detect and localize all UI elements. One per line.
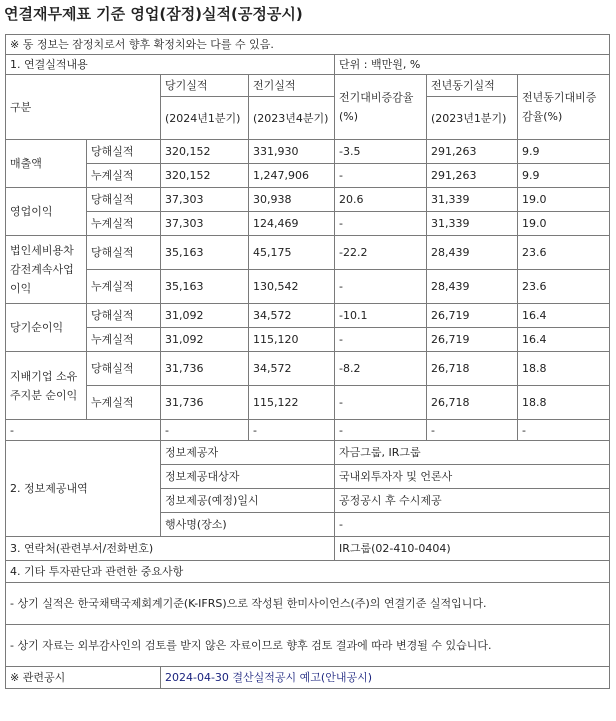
table-row [6, 270, 610, 304]
related-disclosure-link[interactable]: 2024-04-30 결산실적공시 예고(안내공시) [161, 667, 610, 689]
qoq-cell: - [335, 386, 427, 420]
qoq-cell: -3.5 [335, 140, 427, 164]
table-row [6, 212, 610, 236]
yoy-cell: 23.6 [518, 270, 610, 304]
item-label: 법인세비용차감전계속사업이익 [6, 236, 87, 304]
section2-label: 2. 정보제공내역 [6, 441, 161, 537]
type-cell: 누계실적 [87, 270, 161, 304]
last-year-cell: 31,339 [427, 188, 518, 212]
previous-cell: 115,122 [249, 386, 335, 420]
last-year-cell: 28,439 [427, 270, 518, 304]
page-title: 연결재무제표 기준 영업(잠정)실적(공정공시) [4, 5, 303, 23]
item-label: 영업이익 [6, 188, 87, 236]
related-label: ※ 관련공시 [6, 667, 161, 689]
info-row [6, 441, 610, 465]
table-row [6, 386, 610, 420]
header-current: 당기실적 [161, 75, 249, 97]
dash-cell: - [335, 420, 427, 441]
last-year-cell: 26,718 [427, 352, 518, 386]
qoq-cell: 20.6 [335, 188, 427, 212]
current-cell: 35,163 [161, 236, 249, 270]
table-row [6, 328, 610, 352]
previous-cell: 115,120 [249, 328, 335, 352]
yoy-cell: 18.8 [518, 352, 610, 386]
type-cell: 당해실적 [87, 236, 161, 270]
item-label: 당기순이익 [6, 304, 87, 352]
yoy-cell: 9.9 [518, 164, 610, 188]
info-key: 정보제공자 [161, 441, 335, 465]
header-qoq: 전기대비증감율(%) [335, 75, 427, 140]
yoy-cell: 19.0 [518, 212, 610, 236]
type-cell: 당해실적 [87, 304, 161, 328]
previous-cell: 130,542 [249, 270, 335, 304]
header-category: 구분 [6, 75, 161, 140]
dash-cell: - [161, 420, 249, 441]
unit-label: 단위 : 백만원, % [335, 55, 610, 75]
previous-cell: 331,930 [249, 140, 335, 164]
last-year-cell: 26,719 [427, 304, 518, 328]
header-yoy-period-label: 전년동기실적 [427, 75, 518, 97]
note-1: - 상기 실적은 한국채택국제회계기준(K-IFRS)으로 작성된 한미사이언스(주)의 연결기준 실적입니다. [6, 583, 610, 625]
header-current-period: (2024년1분기) [161, 97, 249, 140]
previous-cell: 34,572 [249, 352, 335, 386]
dash-cell: - [518, 420, 610, 441]
qoq-cell: -22.2 [335, 236, 427, 270]
info-value: 국내외투자자 및 언론사 [335, 465, 610, 489]
last-year-cell: 26,718 [427, 386, 518, 420]
header-previous-period: (2023년4분기) [249, 97, 335, 140]
qoq-cell: - [335, 328, 427, 352]
note-2: - 상기 자료는 외부감사인의 검토를 받지 않은 자료이므로 향후 검토 결과에 따라 변경될 수 있습니다. [6, 625, 610, 667]
section3-label: 3. 연락처(관련부서/전화번호) [6, 537, 335, 561]
qoq-cell: - [335, 270, 427, 304]
table-row [6, 236, 610, 270]
disclosure-table [5, 34, 610, 689]
last-year-cell: 31,339 [427, 212, 518, 236]
type-cell: 누계실적 [87, 212, 161, 236]
qoq-cell: - [335, 212, 427, 236]
last-year-cell: 291,263 [427, 140, 518, 164]
current-cell: 31,736 [161, 386, 249, 420]
yoy-cell: 23.6 [518, 236, 610, 270]
current-cell: 31,092 [161, 304, 249, 328]
type-cell: 당해실적 [87, 140, 161, 164]
info-key: 행사명(장소) [161, 513, 335, 537]
table-row [6, 188, 610, 212]
yoy-cell: 18.8 [518, 386, 610, 420]
current-cell: 320,152 [161, 164, 249, 188]
previous-cell: 1,247,906 [249, 164, 335, 188]
table-row [6, 140, 610, 164]
info-key: 정보제공(예정)일시 [161, 489, 335, 513]
table-row [6, 352, 610, 386]
yoy-cell: 9.9 [518, 140, 610, 164]
last-year-cell: 26,719 [427, 328, 518, 352]
section4-label: 4. 기타 투자판단과 관련한 중요사항 [6, 561, 610, 583]
notice: ※ 동 정보는 잠정치로서 향후 확정치와는 다를 수 있음. [6, 35, 610, 55]
qoq-cell: -8.2 [335, 352, 427, 386]
dash-cell: - [6, 420, 161, 441]
type-cell: 누계실적 [87, 328, 161, 352]
table-row [6, 304, 610, 328]
qoq-cell: -10.1 [335, 304, 427, 328]
header-yoy-period: (2023년1분기) [427, 97, 518, 140]
table-row [6, 420, 610, 441]
type-cell: 누계실적 [87, 386, 161, 420]
type-cell: 당해실적 [87, 352, 161, 386]
current-cell: 31,092 [161, 328, 249, 352]
yoy-cell: 19.0 [518, 188, 610, 212]
info-value: 자금그룹, IR그룹 [335, 441, 610, 465]
item-label: 지배기업 소유주지분 순이익 [6, 352, 87, 420]
previous-cell: 30,938 [249, 188, 335, 212]
item-label: 매출액 [6, 140, 87, 188]
previous-cell: 124,469 [249, 212, 335, 236]
info-value: 공정공시 후 수시제공 [335, 489, 610, 513]
current-cell: 37,303 [161, 188, 249, 212]
last-year-cell: 28,439 [427, 236, 518, 270]
current-cell: 320,152 [161, 140, 249, 164]
yoy-cell: 16.4 [518, 304, 610, 328]
last-year-cell: 291,263 [427, 164, 518, 188]
current-cell: 35,163 [161, 270, 249, 304]
previous-cell: 45,175 [249, 236, 335, 270]
current-cell: 31,736 [161, 352, 249, 386]
dash-cell: - [249, 420, 335, 441]
previous-cell: 34,572 [249, 304, 335, 328]
header-yoy: 전년동기대비증감율(%) [518, 75, 610, 140]
current-cell: 37,303 [161, 212, 249, 236]
header-previous: 전기실적 [249, 75, 335, 97]
qoq-cell: - [335, 164, 427, 188]
type-cell: 당해실적 [87, 188, 161, 212]
yoy-cell: 16.4 [518, 328, 610, 352]
contact-value: IR그룹(02-410-0404) [335, 537, 610, 561]
table-row [6, 164, 610, 188]
info-value: - [335, 513, 610, 537]
info-key: 정보제공대상자 [161, 465, 335, 489]
dash-cell: - [427, 420, 518, 441]
section1-label: 1. 연결실적내용 [6, 55, 335, 75]
type-cell: 누계실적 [87, 164, 161, 188]
